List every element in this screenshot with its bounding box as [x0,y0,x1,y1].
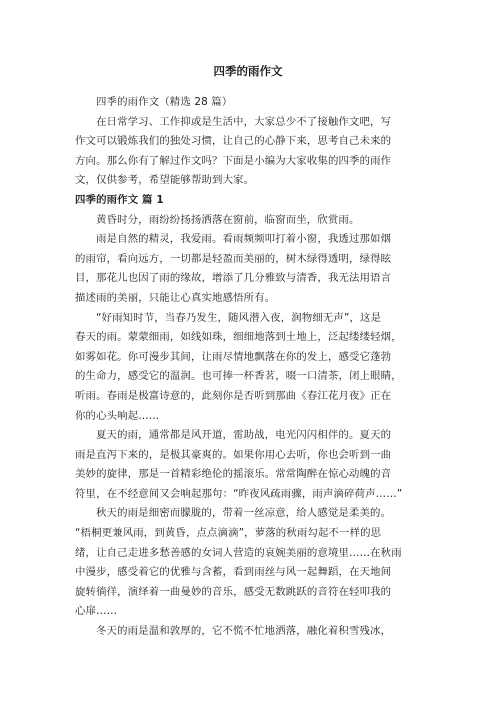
text-line: 美妙的旋律，那是一首精彩绝伦的摇滚乐。常常陶醉在惊心动魄的音 [75,468,392,481]
text-line: 雨是自然的精灵，我爱雨。看雨频频叩打着小窗，我透过那如烟 [96,233,392,246]
text-line: 目，那花儿也因了雨的缘故，增添了几分雅致与清香，我无法用语言 [75,272,392,285]
text-line: 描述雨的美丽，只能让心真实地感悟所有。 [75,291,276,304]
text-line: 中漫步，感受着它的优雅与含蓄，看到雨丝与风一起舞蹈，在天地间 [75,566,392,579]
text-line: 春天的雨。蒙蒙细雨，如线如珠，细细地落到土地上，泛起缕缕轻烟， [75,331,402,344]
text-line: “梧桐更兼风雨，到黄昏，点点滴滴”，萝落的秋雨勾起不一样的思 [75,527,382,540]
section-heading: 四季的雨作文 篇 1 [75,193,164,206]
text-line: 的生命力，感受它的温润。也可捧一杯香茗，啜一口清茶，闭上眼睛， [75,370,402,383]
document-body [75,93,425,642]
text-line: “好雨知时节，当春乃发生，随风潜入夜，润物细无声”，这是 [96,311,382,324]
text-line: 黄昏时分，雨纷纷扬扬洒落在窗前，临窗而坐，欣赏雨。 [96,213,360,226]
text-line: 心扉…… [75,605,118,618]
text-line: 如雾如花。你可漫步其间，让雨尽情地飘落在你的发上，感受它蓬勃 [75,350,392,363]
text-line: 旋转徜徉，演绎着一曲曼妙的音乐，感受无数跳跃的音符在轻叩我的 [75,585,392,598]
text-line: 的雨帘，看向远方，一切都是轻盈而美丽的，树木绿得透明，绿得眩 [75,252,392,265]
text-line: 秋天的雨是细密而朦胧的，带着一丝凉意，给人感觉是柔美的。 [96,507,392,520]
text-line: 作文可以锻炼我们的独处习惯，让自己的心静下来，思考自己未来的 [75,135,392,148]
text-line: 夏天的雨，通常都是风开道，雷助战，电光闪闪相伴的。夏天的 [96,429,392,442]
text-line: 绪，让自己走进多愁善感的女词人营造的哀婉美丽的意境里……在秋雨 [75,546,402,559]
text-line: 方向。那么你有了解过作文吗？下面是小编为大家收集的四季的雨作 [75,154,392,167]
text-line: 冬天的雨是温和敦厚的，它不慌不忙地洒落，融化着积雪残冰， [96,625,392,638]
text-line: 听雨。春雨是极富诗意的，此刻你是否听到那曲《春江花月夜》正在 [75,389,392,402]
text-line: 雨是直泻下来的，是极其豪爽的。如果你用心去听，你也会听到一曲 [75,448,392,461]
text-line: 符里，在不经意间又会响起那句：“昨夜风疏雨骤，雨声滴碎荷声……” [75,487,403,500]
document-title: 四季的雨作文 [213,64,283,78]
text-line: 在日常学习、工作抑或是生活中，大家总少不了接触作文吧，写 [96,115,392,128]
text-line: 文，仅供参考，希望能够帮助到大家。 [75,174,255,187]
text-line: 你的心头响起…… [75,409,160,422]
text-line: 四季的雨作文（精选 28 篇） [96,96,233,108]
